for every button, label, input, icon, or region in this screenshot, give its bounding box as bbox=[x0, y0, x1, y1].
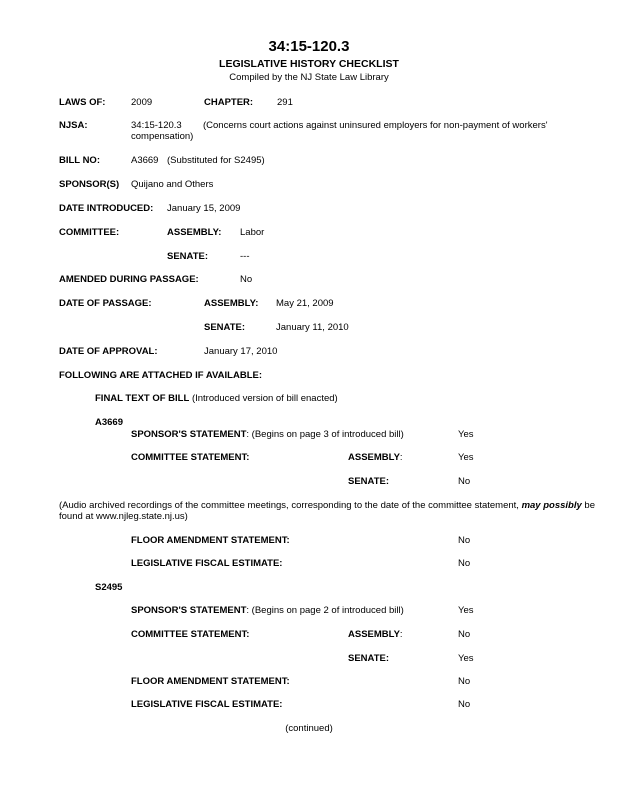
s2495-sponsor-row bbox=[131, 605, 404, 616]
s2495-assembly-label: ASSEMBLY bbox=[348, 629, 400, 640]
bill-no-value: A3669 bbox=[131, 155, 159, 166]
committee-senate-label: SENATE: bbox=[167, 251, 208, 262]
passage-assembly-value: May 21, 2009 bbox=[276, 298, 334, 309]
s2495-floor-label: FLOOR AMENDMENT STATEMENT: bbox=[131, 676, 290, 687]
s2495-sponsor-value: Yes bbox=[458, 605, 474, 616]
a3669-fiscal-value: No bbox=[458, 558, 471, 569]
s2495-sponsor-label: SPONSOR'S STATEMENT bbox=[131, 605, 247, 616]
final-text-note: (Introduced version of bill enacted) bbox=[191, 393, 338, 404]
a3669-assembly-value: Yes bbox=[458, 452, 474, 463]
audio-note-part2: be found at www.njleg.state.nj.us) bbox=[59, 500, 595, 522]
s2495-senate-label: SENATE: bbox=[348, 653, 389, 664]
s2495-heading: S2495 bbox=[95, 582, 123, 593]
s2495-floor-value: No bbox=[458, 676, 471, 687]
a3669-committee-label: COMMITTEE STATEMENT: bbox=[131, 452, 250, 463]
date-introduced-value: January 15, 2009 bbox=[167, 203, 241, 214]
compiled-by: Compiled by the NJ State Law Library bbox=[229, 72, 389, 83]
a3669-floor-label: FLOOR AMENDMENT STATEMENT: bbox=[131, 535, 290, 546]
amended-label: AMENDED DURING PASSAGE: bbox=[59, 274, 199, 285]
committee-label: COMMITTEE: bbox=[59, 227, 120, 238]
s2495-fiscal-value: No bbox=[458, 699, 471, 710]
date-of-passage-label: DATE OF PASSAGE: bbox=[59, 298, 152, 309]
audio-note-part1: (Audio archived recordings of the committee meetings, corresponding to the date of the committee statement, bbox=[59, 500, 519, 511]
final-text-row bbox=[95, 393, 338, 404]
s2495-senate-value: Yes bbox=[458, 653, 474, 664]
passage-senate-value: January 11, 2010 bbox=[276, 322, 349, 333]
sponsor-label: SPONSOR(S) bbox=[59, 179, 120, 190]
a3669-assembly-colon: : bbox=[399, 452, 403, 463]
date-of-approval-value: January 17, 2010 bbox=[204, 346, 278, 357]
njsa-label: NJSA: bbox=[59, 120, 88, 131]
s2495-assembly-colon: : bbox=[399, 629, 403, 640]
a3669-heading: A3669 bbox=[95, 417, 123, 428]
s2495-fiscal-label: LEGISLATIVE FISCAL ESTIMATE: bbox=[131, 699, 283, 710]
s2495-assembly-value: No bbox=[458, 629, 471, 640]
sponsor-value: Quijano and Others bbox=[131, 179, 214, 190]
a3669-sponsor-note: : (Begins on page 3 of introduced bill) bbox=[246, 429, 404, 440]
laws-of-value: 2009 bbox=[131, 97, 153, 108]
passage-senate-label: SENATE: bbox=[204, 322, 245, 333]
audio-note-emphasis: may possibly bbox=[521, 500, 582, 511]
audio-archive-note bbox=[59, 500, 607, 522]
s2495-committee-label: COMMITTEE STATEMENT: bbox=[131, 629, 250, 640]
committee-assembly-label: ASSEMBLY: bbox=[167, 227, 222, 238]
a3669-assembly-row bbox=[348, 452, 403, 463]
a3669-assembly-label: ASSEMBLY bbox=[348, 452, 400, 463]
chapter-label: CHAPTER: bbox=[204, 97, 254, 108]
laws-of-label: LAWS OF: bbox=[59, 97, 106, 108]
a3669-senate-value: No bbox=[458, 476, 471, 487]
date-introduced-label: DATE INTRODUCED: bbox=[59, 203, 154, 214]
a3669-floor-value: No bbox=[458, 535, 471, 546]
final-text-label: FINAL TEXT OF BILL bbox=[95, 393, 190, 404]
bill-no-note: (Substituted for S2495) bbox=[167, 155, 265, 166]
amended-value: No bbox=[240, 274, 253, 285]
a3669-senate-label: SENATE: bbox=[348, 476, 389, 487]
a3669-sponsor-row bbox=[131, 429, 404, 440]
following-attached-label: FOLLOWING ARE ATTACHED IF AVAILABLE: bbox=[59, 370, 262, 381]
a3669-sponsor-value: Yes bbox=[458, 429, 474, 440]
page-title: 34:15-120.3 bbox=[268, 38, 350, 55]
s2495-sponsor-note: : (Begins on page 2 of introduced bill) bbox=[246, 605, 404, 616]
passage-assembly-label: ASSEMBLY: bbox=[204, 298, 259, 309]
njsa-description: (Concerns court actions against uninsured employers for non-payment of workers' compensation) bbox=[131, 120, 548, 142]
page-subtitle: LEGISLATIVE HISTORY CHECKLIST bbox=[219, 58, 399, 70]
date-of-approval-label: DATE OF APPROVAL: bbox=[59, 346, 158, 357]
a3669-fiscal-label: LEGISLATIVE FISCAL ESTIMATE: bbox=[131, 558, 283, 569]
chapter-value: 291 bbox=[277, 97, 293, 108]
a3669-sponsor-label: SPONSOR'S STATEMENT bbox=[131, 429, 247, 440]
continued-note: (continued) bbox=[285, 723, 333, 734]
committee-assembly-value: Labor bbox=[240, 227, 265, 238]
committee-senate-value: --- bbox=[240, 251, 250, 262]
s2495-assembly-row bbox=[348, 629, 403, 640]
bill-no-label: BILL NO: bbox=[59, 155, 100, 166]
njsa-value: 34:15-120.3 bbox=[131, 120, 182, 131]
